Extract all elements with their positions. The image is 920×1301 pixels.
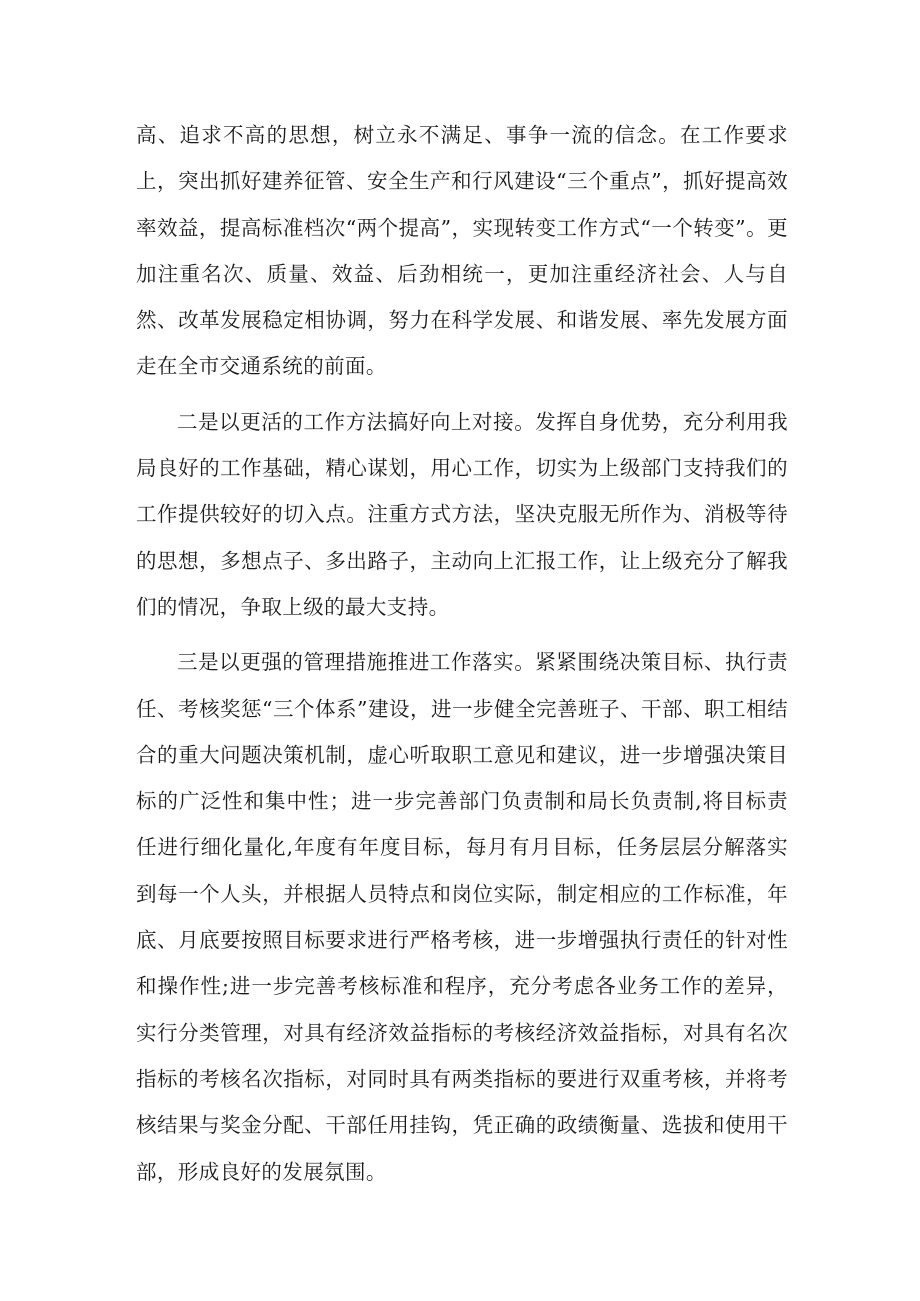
paragraph-continuation: 高、追求不高的思想，树立永不满足、事争一流的信念。在工作要求上，突出抓好建养征管、安全生产和行风建设“三个重点”，抓好提高效率效益，提高标准档次“两个提高”，实现转变工作方式“一个转变”。更加注重名次、质量、效益、后劲相统一，更加注重经济社会、人与自然、改革发展稳定相协调，努力在科学发展、和谐发展、率先发展方面走在全市交通系统的前面。 (136, 123, 788, 379)
paragraph-upward-docking: 二是以更活的工作方法搞好向上对接。发挥自身优势，充分利用我局良好的工作基础，精心谋划，用心工作，切实为上级部门支持我们的工作提供较好的切入点。注重方式方法，坚决克服无所作为、消极等待的思想，多想点子、多出路子，主动向上汇报工作，让上级充分了解我们的情况，争取上级的最大支持。 (136, 409, 788, 619)
paragraph-management-measures: 三是以更强的管理措施推进工作落实。紧紧围绕决策目标、执行责任、考核奖惩“三个体系”建设，进一步健全完善班子、干部、职工相结合的重大问题决策机制，虚心听取职工意见和建议，进一步增强决策目标的广泛性和集中性；进一步完善部门负责制和局长负责制,将目标责任进行细化量化,年度有年度目标，每月有月目标，任务层层分解落实到每一个人头，并根据人员特点和岗位实际，制定相应的工作标准，年底、月底要按照目标要求进行严格考核，进一步增强执行责任的针对性和操作性;进一步完善考核标准和程序，充分考虑各业务工作的差异，实行分类管理，对具有经济效益指标的考核经济效益指标，对具有名次指标的考核名次指标，对同时具有两类指标的要进行双重考核，并将考核结果与奖金分配、干部任用挂钩，凭正确的政绩衡量、选拔和使用干部，形成良好的发展氛围。 (136, 650, 788, 1184)
document-body (136, 112, 788, 1195)
